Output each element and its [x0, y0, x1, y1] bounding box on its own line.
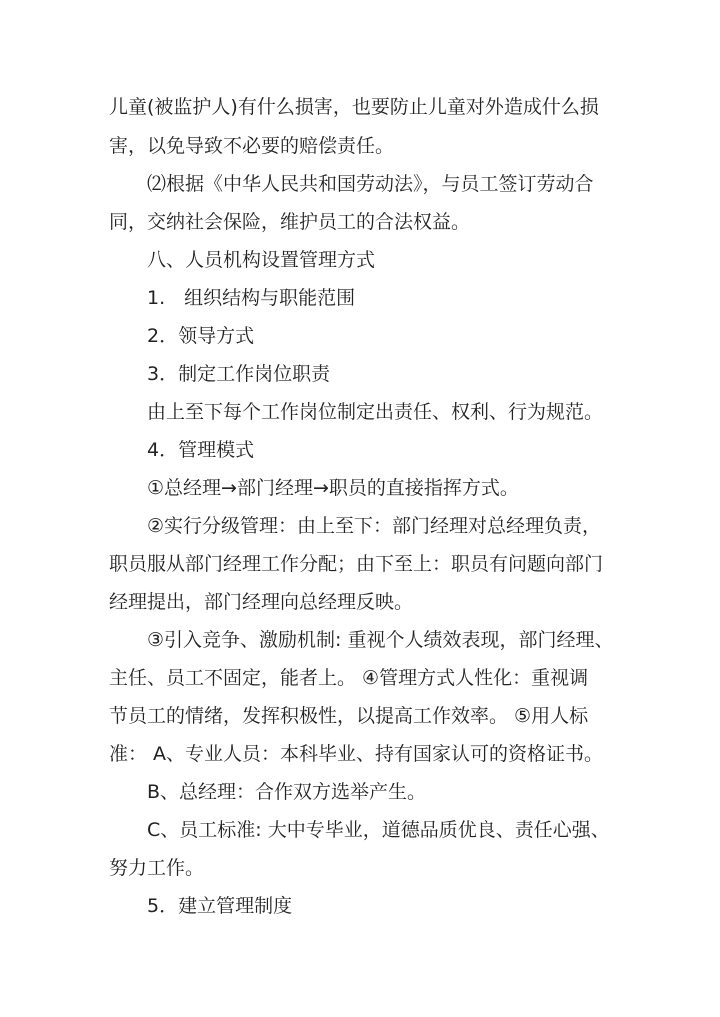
text-line: 经理提出，部门经理向总经理反映。	[109, 591, 414, 613]
list-item: 4．管理模式	[147, 439, 255, 461]
list-item: 2．领导方式	[147, 325, 255, 347]
text-line: 节员工的情绪，发挥积极性，以提高工作效率。 ⑤用人标	[109, 705, 589, 727]
text-line: B、总经理：合作双方选举产生。	[147, 781, 427, 803]
list-item: 1. 组织结构与职能范围	[147, 287, 356, 309]
text-line: 准： A、专业人员：本科毕业、持有国家认可的资格证书。	[109, 743, 604, 765]
text-line: ②实行分级管理：由上至下：部门经理对总经理负责，	[147, 515, 602, 537]
text-line: ①总经理→部门经理→职员的直接指挥方式。	[147, 477, 519, 499]
text-line: C、员工标准: 大中专毕业，道德品质优良、责任心强、	[147, 819, 610, 841]
text-line: 主任、员工不固定，能者上。 ④管理方式人性化：重视调	[109, 667, 589, 689]
list-item: 3．制定工作岗位职责	[147, 363, 331, 385]
text-line: 害，以免导致不必要的赔偿责任。	[109, 135, 395, 157]
text-line: 努力工作。	[109, 857, 205, 879]
list-item: 5．建立管理制度	[147, 895, 293, 917]
text-line: 儿童(被监护人)有什么损害，也要防止儿童对外造成什么损	[109, 96, 599, 118]
text-line: 职员服从部门经理工作分配；由下至上：职员有问题向部门	[109, 553, 604, 575]
text-line: 同，交纳社会保险，维护员工的合法权益。	[109, 211, 471, 233]
text-line: 由上至下每个工作岗位制定出责任、权利、行为规范。	[147, 401, 604, 423]
section-heading: 八、人员机构设置管理方式	[147, 249, 376, 271]
text-line: ⑵根据《中华人民共和国劳动法》，与员工签订劳动合	[147, 173, 594, 195]
text-line: ③引入竞争、激励机制: 重视个人绩效表现，部门经理、	[147, 629, 614, 651]
